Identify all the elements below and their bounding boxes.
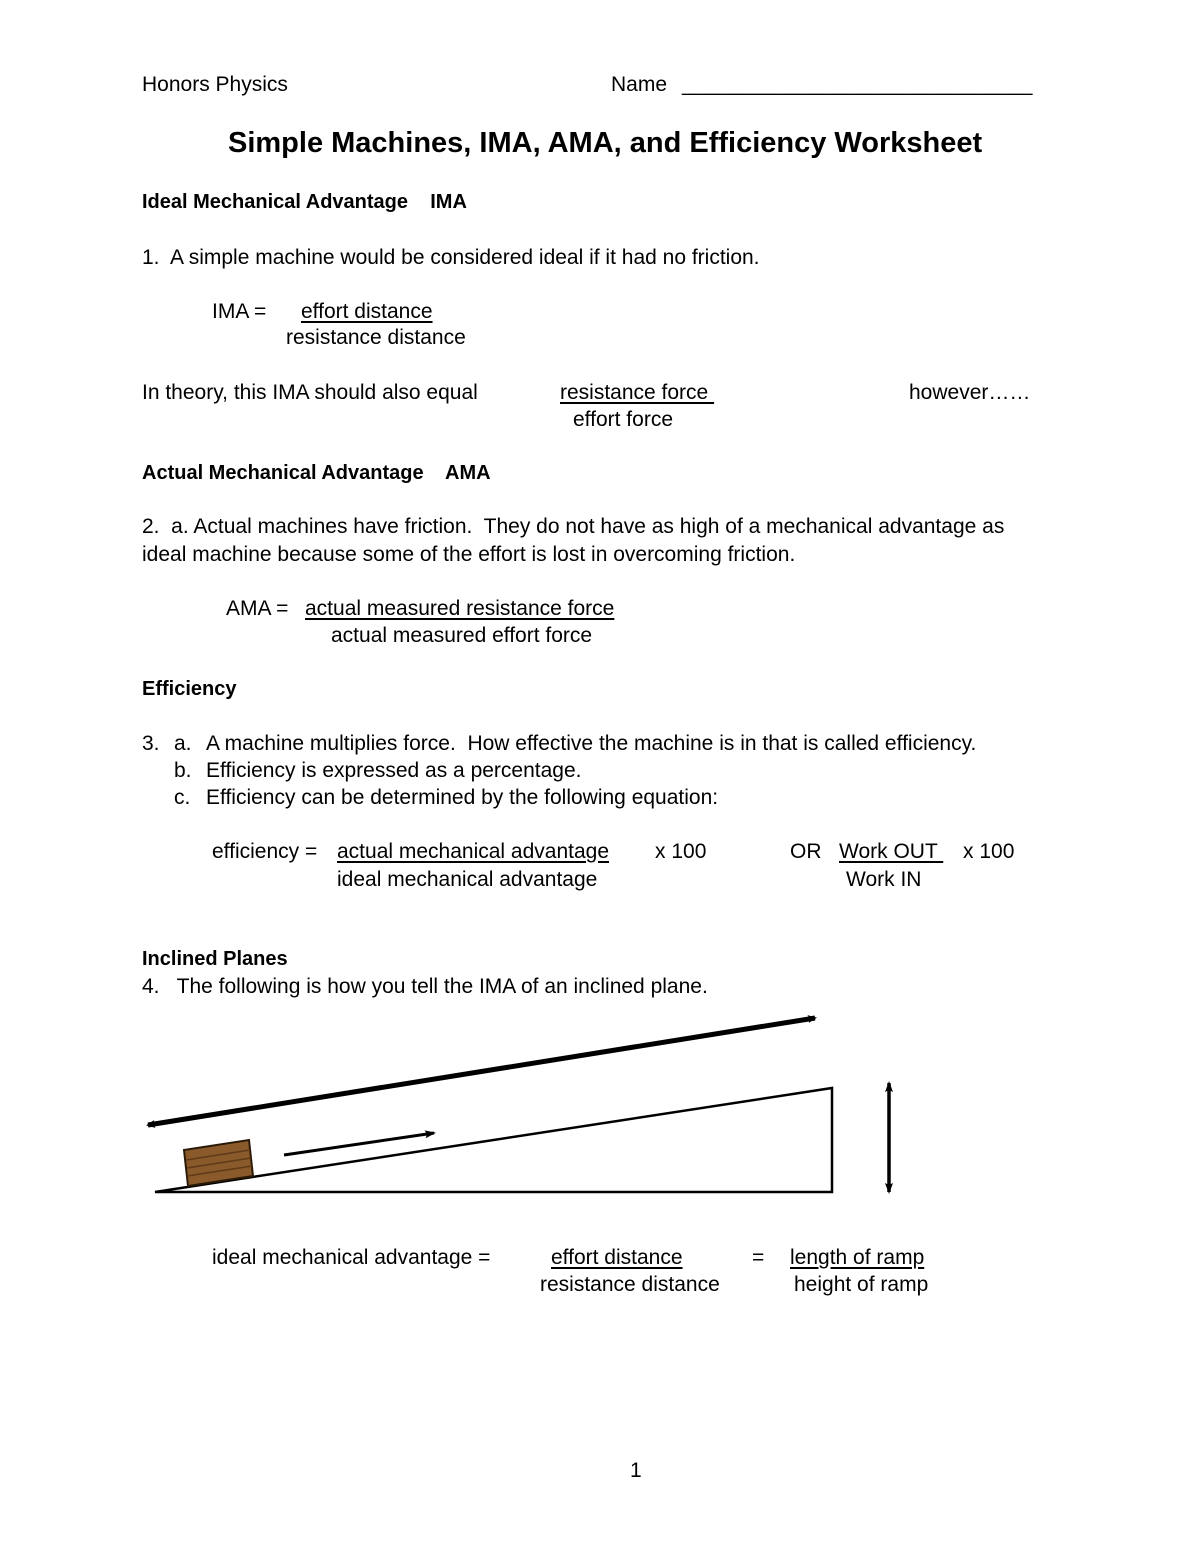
ima-incline-denominator: resistance distance — [540, 1273, 720, 1296]
ama-equation-numerator: actual measured resistance force — [305, 597, 615, 620]
ramp-ratio-denominator: height of ramp — [794, 1273, 929, 1296]
question-3b-letter: b. — [174, 759, 192, 782]
question-3a-letter: a. — [174, 732, 192, 755]
efficiency-equation-numerator: actual mechanical advantage — [337, 840, 610, 863]
theory-text: In theory, this IMA should also equal — [142, 381, 478, 404]
ima-equation-denominator: resistance distance — [286, 326, 466, 349]
efficiency-equation-lhs: efficiency = — [212, 840, 318, 863]
page-number: 1 — [630, 1459, 642, 1482]
work-in-denominator: Work IN — [846, 868, 922, 891]
inclined-planes-heading: Inclined Planes — [142, 948, 288, 970]
question-3a-text: A machine multiplies force. How effective the machine is in that is called efficiency. — [206, 732, 977, 755]
page-title: Simple Machines, IMA, AMA, and Efficiency Worksheet — [228, 127, 983, 159]
ramp-ratio-numerator: length of ramp — [790, 1246, 925, 1269]
ama-equation-denominator: actual measured effort force — [331, 624, 593, 647]
ima-heading: Ideal Mechanical Advantage IMA — [142, 191, 467, 213]
ama-equation-lhs: AMA = — [226, 597, 289, 620]
ramp-length-arrow — [148, 1018, 815, 1125]
however-text: however…… — [909, 381, 1031, 404]
question-1: 1. A simple machine would be considered ideal if it had no friction. — [142, 246, 760, 269]
question-4: 4. The following is how you tell the IMA of an inclined plane. — [142, 975, 708, 998]
question-2-line-1: 2. a. Actual machines have friction. They do not have as high of a mechanical advantage as — [142, 515, 1005, 538]
work-multiplier: x 100 — [963, 840, 1015, 863]
name-line: ______________________________ — [682, 73, 1033, 96]
efficiency-heading: Efficiency — [142, 678, 237, 700]
question-3-number: 3. — [142, 732, 160, 755]
name-label: Name — [611, 73, 668, 96]
efficiency-multiplier: x 100 — [655, 840, 707, 863]
ima-equation-numerator: effort distance — [301, 300, 433, 323]
question-2-line-2: ideal machine because some of the effort is lost in overcoming friction. — [142, 543, 796, 566]
theory-numerator: resistance force — [560, 381, 715, 404]
ima-incline-lhs: ideal mechanical advantage = — [212, 1246, 491, 1269]
work-out-numerator: Work OUT — [839, 840, 944, 863]
or-label: OR — [790, 840, 822, 863]
equals-sign: = — [752, 1246, 765, 1269]
question-3c-text: Efficiency can be determined by the following equation: — [206, 786, 719, 809]
course-label: Honors Physics — [142, 73, 288, 96]
ama-heading: Actual Mechanical Advantage AMA — [142, 462, 491, 484]
question-3b-text: Efficiency is expressed as a percentage. — [206, 759, 582, 782]
question-3c-letter: c. — [174, 786, 191, 809]
ima-incline-numerator: effort distance — [551, 1246, 683, 1269]
ima-equation-lhs: IMA = — [212, 300, 267, 323]
ramp-triangle — [155, 1088, 832, 1192]
efficiency-equation-denominator: ideal mechanical advantage — [337, 868, 598, 891]
theory-denominator: effort force — [573, 408, 673, 431]
